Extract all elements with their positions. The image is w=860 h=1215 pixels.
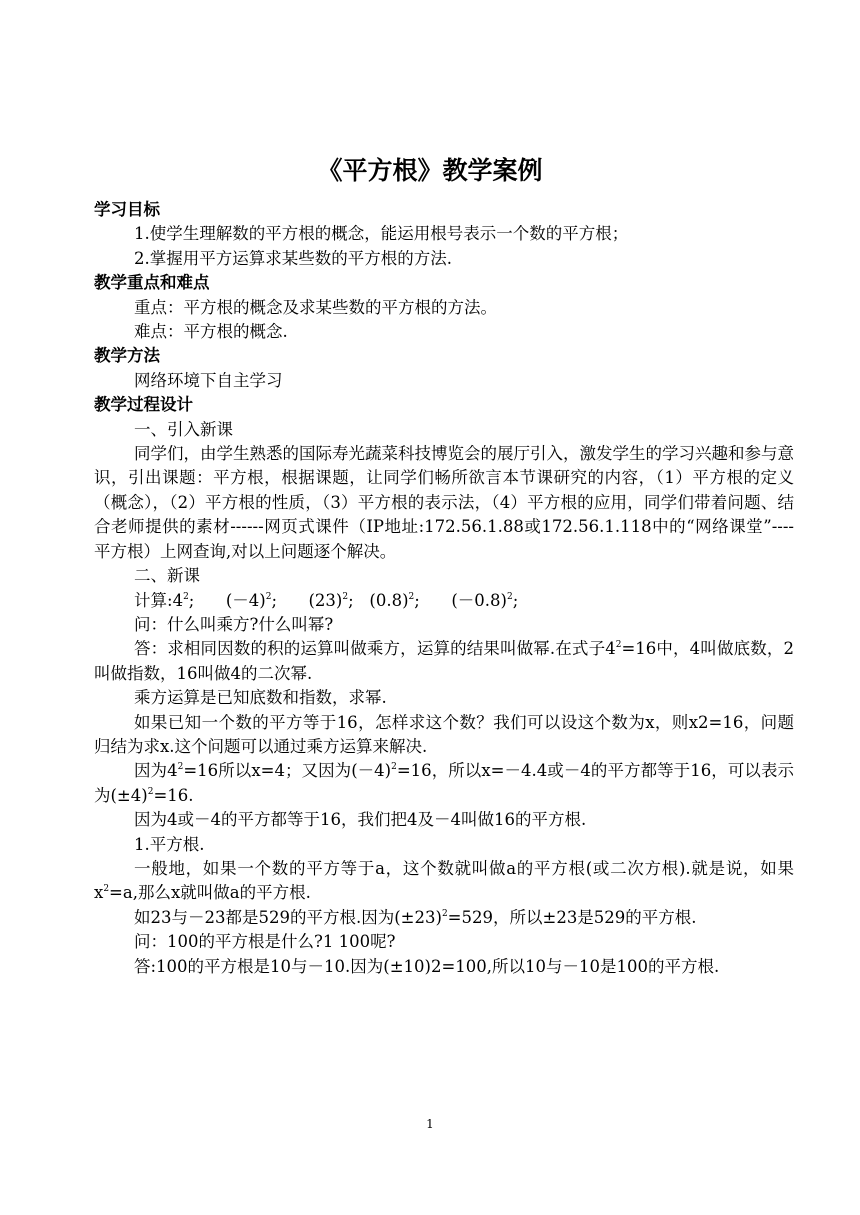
paragraph-call: 因为4或－4的平方都等于16，我们把4及－4叫做16的平方根. xyxy=(134,810,587,830)
calc-item: (23) xyxy=(308,590,343,610)
calc-label: 计算: xyxy=(134,590,173,610)
paragraph-power: 乘方运算是已知底数和指数，求幂. xyxy=(134,688,387,708)
exponent: 2 xyxy=(408,591,415,602)
heading-goals: 学习目标 xyxy=(94,200,160,219)
heading-process: 教学过程设计 xyxy=(94,395,193,415)
intro-paragraph: 同学们，由学生熟悉的国际寿光蔬菜科技博览会的展厅引入，激发学生的学习兴趣和参与意识，引出课题：平方根，根据课题，让同学们畅所欲言本节课研究的内容，（1）平方根的定义（概念），（2）平方根的性质，（3）平方根的表示法，（4）平方根的应用，同学们带着问题、结合老师提供的素材------网页式课件（IP地址:172.56.1.88或172.56.1.118中的“网络课堂”----平方根）上网查询,对以上问题逐个解决。 xyxy=(94,444,794,561)
question-2: 问：100的平方根是什么?1 100呢? xyxy=(134,932,396,952)
exponent: 2 xyxy=(342,591,349,602)
definition-heading: 1.平方根. xyxy=(134,834,205,854)
calc-line: 计算$:4^2$; $(-4)^2$; $(23)^2$; $(0.8)^2$; $(-0.8)^2$; xyxy=(134,590,519,610)
document-title: 《平方根》教学案例 xyxy=(317,156,543,185)
answer-2: 答:100的平方根是10与－10.因为(±10)2=100,所以10与－10是100的平方根. xyxy=(134,956,720,976)
exponent: 2 xyxy=(183,591,189,602)
calc-item: (0.8) xyxy=(369,590,409,610)
paragraph-because: 因为$4^2=16$所以x=4；又因为$(-4)^2=16$，所以x=－4.4或－4的平方都等于16，可以表示为$(\pm 4)^2=16$. xyxy=(94,761,795,805)
calc-item: (－4) xyxy=(225,590,266,610)
heading-key-points: 教学重点和难点 xyxy=(94,273,210,293)
document-body xyxy=(94,198,794,979)
example-paragraph: 如23与－23都是529的平方根.因为$(\pm 23)^2=529$，所以±23是529的平方根. xyxy=(134,907,697,927)
question-1: 问：什么叫乘方?什么叫幂? xyxy=(134,614,334,634)
goal-item: 1.使学生理解数的平方根的概念，能运用根号表示一个数的平方根； xyxy=(134,224,629,244)
new-lesson-heading: 二、新课 xyxy=(134,566,200,586)
key-point-item: 重点：平方根的概念及求某些数的平方根的方法。 xyxy=(134,297,497,317)
exponent: 2 xyxy=(506,591,513,602)
intro-heading: 一、引入新课 xyxy=(134,419,233,439)
heading-method: 教学方法 xyxy=(94,346,160,366)
calc-item: (－0.8) xyxy=(451,590,507,610)
exponent: 2 xyxy=(265,591,272,602)
calc-item: 4 xyxy=(172,590,184,610)
method-item: 网络环境下自主学习 xyxy=(134,370,283,390)
exponent: 2 xyxy=(441,908,448,919)
exponent: 2 xyxy=(103,884,110,895)
exponent: 2 xyxy=(391,762,397,773)
paragraph-if: 如果已知一个数的平方等于16，怎样求这个数？我们可以设这个数为x，则x2=16，问题归结为求x.这个问题可以通过乘方运算来解决. xyxy=(94,712,794,756)
exponent: 2 xyxy=(615,640,622,651)
page-number: 1 xyxy=(426,1117,434,1131)
answer-1: 答：求相同因数的积的运算叫做乘方，运算的结果叫做幂.在式子$4^2=16$中，4叫做底数，2叫做指数，16叫做4的二次幂. xyxy=(94,639,794,683)
exponent: 2 xyxy=(177,762,184,773)
goal-item: 2.掌握用平方运算求某些数的平方根的方法. xyxy=(134,248,452,268)
exponent: 2 xyxy=(147,786,154,797)
key-point-item: 难点：平方根的概念. xyxy=(134,322,288,342)
definition-paragraph: 一般地，如果一个数的平方等于a，这个数就叫做a的平方根(或二次方根).就是说，如果$x^2=a$,那么x就叫做a的平方根. xyxy=(94,858,794,903)
